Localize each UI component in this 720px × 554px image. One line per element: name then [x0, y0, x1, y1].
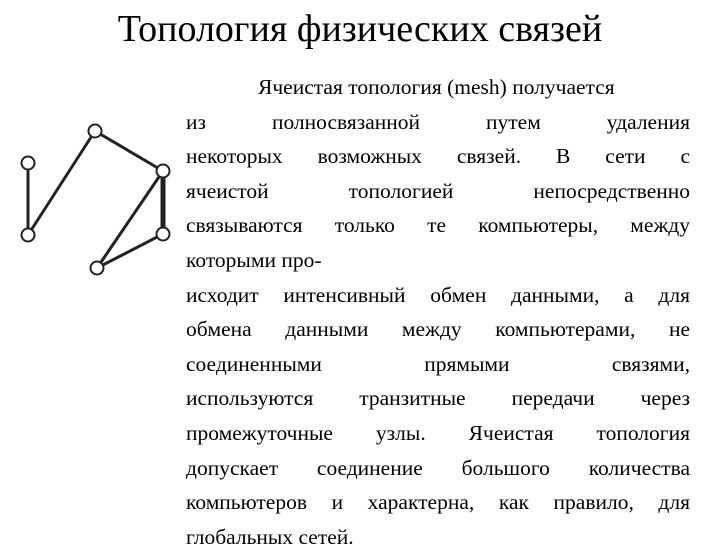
text-line: промежуточные узлы. Ячеистая топология: [186, 420, 690, 445]
text-line: исходит интенсивный обмен данными, а для: [186, 282, 690, 307]
node-1: [22, 157, 35, 170]
text-line: соединенными прямыми связями,: [186, 351, 690, 376]
text-line: из полносвязанной путем удаления: [186, 109, 690, 134]
body-text: [186, 70, 690, 554]
text-line: используются транзитные передачи через: [186, 386, 690, 411]
link-5: [97, 171, 163, 268]
text-line: связываются только те компьютеры, между: [186, 213, 690, 238]
text-line: некоторых возможных связей. В сети с: [186, 144, 690, 169]
text-line: допускает соединение большого количества: [186, 455, 690, 480]
text-line: глобальных сетей.: [186, 524, 354, 549]
text-line: компьютеров и характерна, как правило, для: [186, 490, 690, 515]
node-6: [91, 262, 104, 275]
node-5: [157, 228, 170, 241]
text-line: которыми про-: [186, 247, 322, 272]
text-line: обмена данными между компьютерами, не: [186, 317, 690, 342]
link-2: [28, 131, 95, 235]
node-4: [157, 165, 170, 178]
node-2: [22, 229, 35, 242]
text-line: Ячеистая топология (mesh) получается: [258, 75, 615, 99]
link-3: [95, 131, 163, 171]
text-line: ячеистой топологией непосредственно: [186, 178, 690, 203]
node-3: [89, 125, 102, 138]
slide-title: Топология физических связей: [117, 8, 603, 50]
mesh-topology-diagram: [0, 115, 180, 285]
